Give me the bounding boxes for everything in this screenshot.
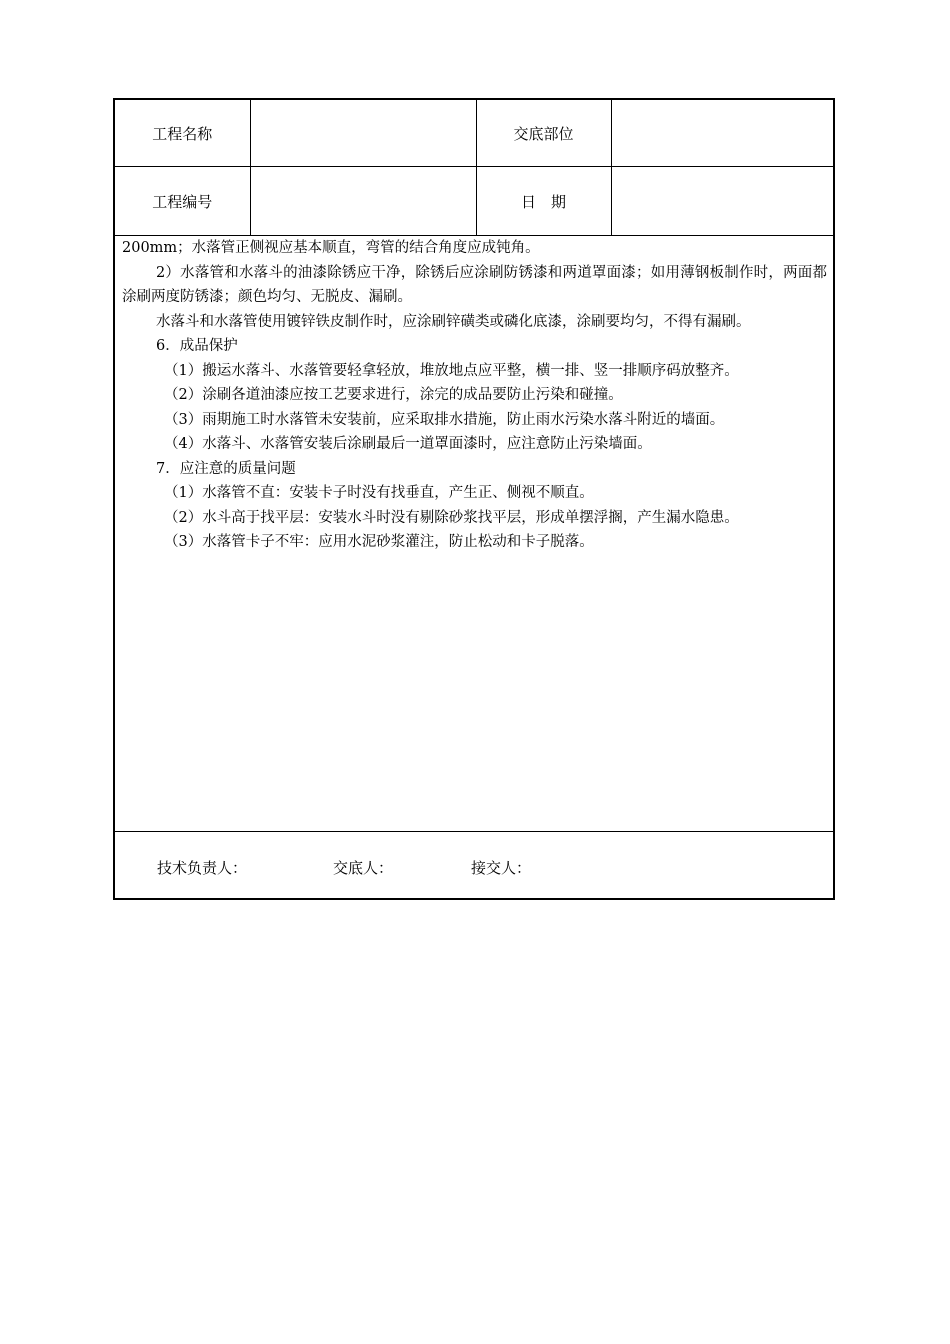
disclosure-part-value xyxy=(611,100,833,167)
receiver-label: 接交人： xyxy=(471,859,532,877)
section-heading-quality-issues: 7．应注意的质量问题 xyxy=(156,460,296,477)
content-paragraph: 2）水落管和水落斗的油漆除锈应干净，除锈后应涂刷防锈漆和两道罩面漆；如用薄钢板制作时，两面都涂刷两度防锈漆；颜色均匀、无脱皮、漏刷。 xyxy=(122,264,827,305)
content-paragraph: 水落斗和水落管使用镀锌铁皮制作时，应涂刷锌磺类或磷化底漆，涂刷要均匀，不得有漏刷。 xyxy=(156,313,751,330)
discloser-label: 交底人： xyxy=(333,859,394,877)
project-number-value xyxy=(250,167,476,236)
disclosure-form xyxy=(113,98,835,900)
list-item: （2）水斗高于找平层：安装水斗时没有剔除砂浆找平层，形成单摆浮搁，产生漏水隐患。 xyxy=(164,509,739,526)
tech-lead-label: 技术负责人： xyxy=(157,859,248,877)
project-name-label: 工程名称 xyxy=(115,100,250,167)
header-table xyxy=(115,100,833,236)
project-number-label: 工程编号 xyxy=(115,167,250,236)
content-line: 200mm；水落管正侧视应基本顺直，弯管的结合角度应成钝角。 xyxy=(122,240,540,256)
header-row-1 xyxy=(115,100,833,167)
date-value xyxy=(611,167,833,236)
section-heading-finished-product-protection: 6．成品保护 xyxy=(156,338,238,354)
list-item: （4）水落斗、水落管安装后涂刷最后一道罩面漆时，应注意防止污染墙面。 xyxy=(164,436,652,452)
signature-row xyxy=(115,832,833,898)
list-item: （1）搬运水落斗、水落管要轻拿轻放，堆放地点应平整，横一排、竖一排顺序码放整齐。 xyxy=(164,362,739,379)
disclosure-content xyxy=(115,236,833,832)
disclosure-part-label: 交底部位 xyxy=(476,100,611,167)
list-item: （3）雨期施工时水落管未安装前，应采取排水措施，防止雨水污染水落斗附近的墙面。 xyxy=(164,411,725,428)
list-item: （2）涂刷各道油漆应按工艺要求进行，涂完的成品要防止污染和碰撞。 xyxy=(164,387,623,403)
header-row-2 xyxy=(115,167,833,236)
project-name-value xyxy=(250,100,476,167)
list-item: （1）水落管不直：安装卡子时没有找垂直，产生正、侧视不顺直。 xyxy=(164,485,594,501)
list-item: （3）水落管卡子不牢：应用水泥砂浆灌注，防止松动和卡子脱落。 xyxy=(164,534,594,550)
date-label: 日 期 xyxy=(476,167,611,236)
